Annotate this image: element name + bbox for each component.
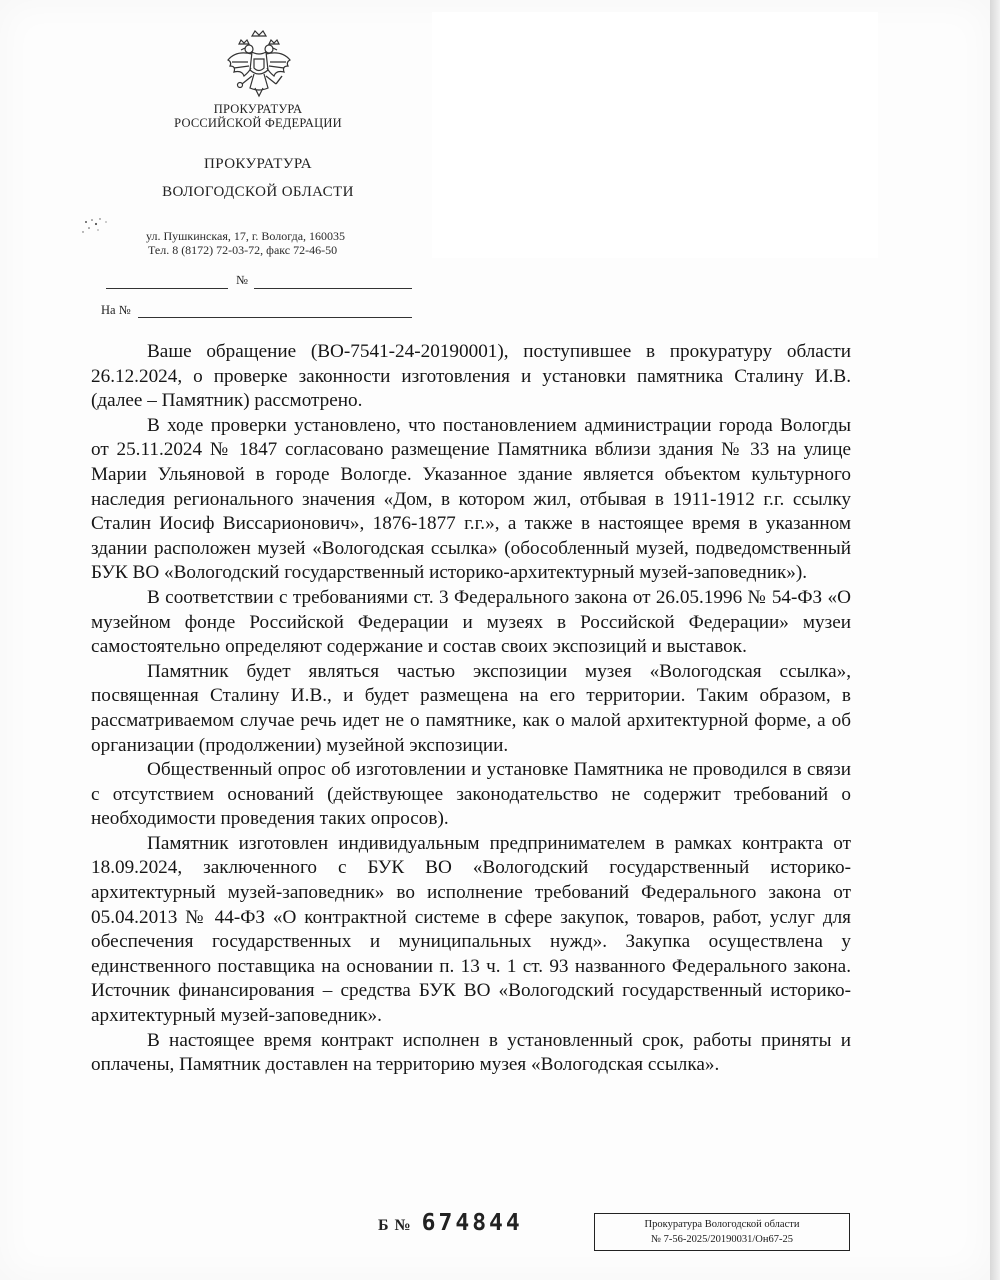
redacted-addressee-block — [432, 12, 878, 258]
paragraph: Ваше обращение (ВО-7541-24-20190001), поступившее в прокуратуру области 26.12.2024, о проверке законности изготовления и установки памятника Сталину И.В. (далее – Памятник) рассмотрено. — [91, 341, 851, 412]
serial-prefix: Б № — [378, 1217, 412, 1234]
outgoing-number-line — [254, 288, 412, 289]
form-serial-number — [378, 1210, 523, 1236]
scan-speckles — [80, 210, 120, 240]
letter-body — [91, 340, 851, 1078]
paragraph: Памятник изготовлен индивидуальным предпринимателем в рамках контракта от 18.09.2024, заключенного с БУК ВО «Вологодский государственный историко-архитектурный музей-заповедник» во исполнение требований Федерального закона от 05.04.2013 № 44-ФЗ «О контрактной системе в сфере закупок, товаров, работ, услуг для обеспечения государственных и муниципальных нужд». Закупка осуществлена у единственного поставщика на основании п. 13 ч. 1 ст. 93 названного Федерального закона. Источник финансирования – средства БУК ВО «Вологодский государственный историко-архитектурный музей-заповедник». — [91, 832, 851, 1027]
office-name-line2: ВОЛОГОДСКОЙ ОБЛАСТИ — [162, 184, 354, 200]
outgoing-number-sign: № — [236, 273, 248, 287]
stamp-office: Прокуратура Вологодской области — [644, 1219, 800, 1230]
paragraph: В соответствии с требованиями ст. 3 Федерального закона от 26.05.1996 № 54-ФЗ «О музейном фонде Российской Федерации и музеях в Российской Федерации» музеи самостоятельно определяют содержание и состав своих экспозиций и выставок. — [91, 586, 851, 658]
coat-of-arms-icon — [222, 28, 296, 100]
office-phones: Тел. 8 (8172) 72-03-72, факс 72-46-50 — [148, 243, 338, 257]
stamp-number: № 7-56-2025/20190031/Он67-25 — [651, 1234, 793, 1245]
office-name-line1: ПРОКУРАТУРА — [204, 156, 312, 172]
serial-digits: 674844 — [421, 1210, 523, 1236]
org-name-line1: ПРОКУРАТУРА — [213, 102, 303, 116]
paragraph: Общественный опрос об изготовлении и установке Памятника не проводился в связи с отсутствием оснований (действующее законодательство не содержит требований о необходимости проведения таких опросов). — [91, 759, 851, 830]
org-name-line2: РОССИЙСКОЙ ФЕДЕРАЦИИ — [174, 116, 342, 130]
paragraph: В ходе проверки установлено, что постановлением администрации города Вологды от 25.11.2024 № 1847 согласовано размещение Памятника вблизи здания № 33 на улице Марии Ульяновой в городе Вологде. Указанное здание является объектом культурного наследия регионального значения «Дом, в котором жил, отбывая в 1911-1912 г.г. ссылку Сталин Иосиф Виссарионович», 1876-1877 г.г.», а также в настоящее время в указанном здании расположен музей «Вологодская ссылка» (обособленный музей, подведомственный БУК ВО «Вологодский государственный историко-архитектурный музей-заповедник»). — [91, 414, 851, 584]
reply-to-line — [138, 317, 412, 318]
office-address: ул. Пушкинская, 17, г. Вологда, 160035 — [146, 229, 346, 243]
scan-edge — [990, 0, 1000, 1280]
registration-stamp — [594, 1213, 850, 1251]
paragraph: В настоящее время контракт исполнен в установленный срок, работы приняты и оплачены, Памятник доставлен на территорию музея «Вологодская ссылка». — [91, 1029, 851, 1076]
outgoing-date-line — [106, 288, 228, 289]
paragraph: Памятник будет являться частью экспозиции музея «Вологодская ссылка», посвященная Сталину И.В., и будет размещена на его территории. Таким образом, в рассматриваемом случае речь идет не о памятнике, как о малой архитектурной форме, а об организации (продолжении) музейной экспозиции. — [91, 660, 851, 756]
reply-to-label: На № — [101, 303, 131, 317]
